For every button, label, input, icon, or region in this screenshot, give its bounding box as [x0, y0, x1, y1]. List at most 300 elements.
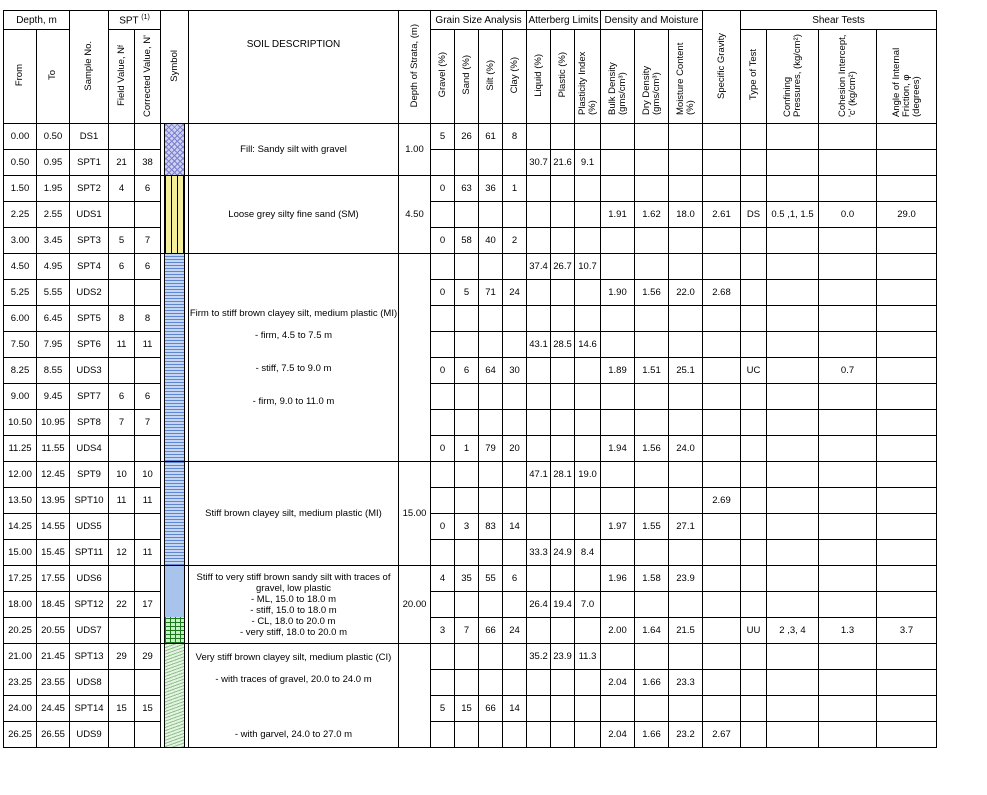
to-cell: 1.95 [37, 176, 70, 202]
plastic-header: Plastic (%) [551, 30, 575, 124]
sand-cell [455, 384, 479, 410]
test-type-cell [741, 540, 767, 566]
cohesion-cell [819, 722, 877, 748]
soil-description [189, 124, 399, 176]
plastic-limit-cell: 23.9 [551, 644, 575, 670]
cohesion-cell [819, 488, 877, 514]
sand-cell [455, 722, 479, 748]
plasticity-index-cell: 14.6 [575, 332, 601, 358]
test-type-cell [741, 280, 767, 306]
dry-density-cell: 1.62 [635, 202, 669, 228]
to-cell: 11.55 [37, 436, 70, 462]
field-value-cell: 7 [109, 410, 135, 436]
soil-symbol [161, 176, 189, 254]
from-cell: 6.00 [4, 306, 37, 332]
sample-no-cell: SPT3 [70, 228, 109, 254]
liquid-limit-cell [527, 566, 551, 592]
moisture-content-cell [669, 150, 703, 176]
symbol-sand-pattern [164, 176, 185, 253]
specific-gravity-cell [703, 384, 741, 410]
plastic-limit-cell: 21.6 [551, 150, 575, 176]
corrected-value-cell: 15 [135, 696, 161, 722]
dry-density-cell: 1.66 [635, 722, 669, 748]
plastic-limit-cell [551, 566, 575, 592]
table-row [4, 176, 937, 202]
test-type-cell [741, 254, 767, 280]
from-cell: 10.50 [4, 410, 37, 436]
strata-depth: 15.00 [399, 462, 431, 566]
cohesion-cell [819, 540, 877, 566]
plastic-limit-cell [551, 436, 575, 462]
specific-gravity-cell [703, 436, 741, 462]
bulk-density-cell [601, 124, 635, 150]
clay-cell [503, 332, 527, 358]
table-row [4, 280, 937, 306]
plastic-limit-cell [551, 228, 575, 254]
corrected-value-cell [135, 566, 161, 592]
liquid-limit-cell [527, 202, 551, 228]
field-value-cell [109, 618, 135, 644]
dry-density-cell [635, 488, 669, 514]
moisture-content-cell [669, 696, 703, 722]
friction-angle-cell [877, 670, 937, 696]
plastic-limit-cell [551, 176, 575, 202]
bulk-density-cell: 2.04 [601, 670, 635, 696]
field-value-cell: 29 [109, 644, 135, 670]
friction-angle-cell [877, 384, 937, 410]
gravel-cell: 5 [431, 124, 455, 150]
corrected-value-cell: 29 [135, 644, 161, 670]
from-cell: 7.50 [4, 332, 37, 358]
field-value-cell: 12 [109, 540, 135, 566]
confining-pressure-cell [767, 722, 819, 748]
table-row [4, 696, 937, 722]
confining-pressure-cell [767, 488, 819, 514]
specific-gravity-cell [703, 124, 741, 150]
dry-density-cell [635, 384, 669, 410]
moisture-content-header: Moisture Content (%) [669, 30, 703, 124]
cohesion-cell [819, 150, 877, 176]
grain-size-group-header: Grain Size Analysis [431, 11, 527, 30]
friction-angle-cell [877, 540, 937, 566]
symbol-silt-pattern [164, 462, 185, 565]
from-cell: 14.25 [4, 514, 37, 540]
to-cell: 2.55 [37, 202, 70, 228]
bulk-density-cell: 1.91 [601, 202, 635, 228]
confining-pressure-cell [767, 670, 819, 696]
to-cell: 24.45 [37, 696, 70, 722]
table-row [4, 228, 937, 254]
silt-cell: 79 [479, 436, 503, 462]
silt-cell: 83 [479, 514, 503, 540]
test-type-cell [741, 410, 767, 436]
dry-density-cell: 1.56 [635, 436, 669, 462]
dry-density-cell [635, 306, 669, 332]
clay-cell [503, 306, 527, 332]
table-row [4, 124, 937, 150]
friction-angle-cell [877, 124, 937, 150]
from-cell: 17.25 [4, 566, 37, 592]
confining-pressure-header: Confining Pressures, (kg/cm²) [767, 30, 819, 124]
to-cell: 5.55 [37, 280, 70, 306]
cohesion-cell [819, 124, 877, 150]
strata-depth [399, 644, 431, 748]
moisture-content-cell [669, 228, 703, 254]
sand-cell [455, 462, 479, 488]
plasticity-index-cell [575, 566, 601, 592]
gravel-cell: 5 [431, 696, 455, 722]
confining-pressure-cell [767, 566, 819, 592]
dry-density-cell [635, 462, 669, 488]
plastic-limit-cell: 24.9 [551, 540, 575, 566]
sand-cell [455, 150, 479, 176]
bulk-density-cell [601, 462, 635, 488]
moisture-content-cell: 21.5 [669, 618, 703, 644]
clay-cell: 1 [503, 176, 527, 202]
clay-cell: 6 [503, 566, 527, 592]
specific-gravity-cell [703, 410, 741, 436]
specific-gravity-cell: 2.69 [703, 488, 741, 514]
sample-no-cell: SPT4 [70, 254, 109, 280]
clay-cell [503, 384, 527, 410]
field-value-cell [109, 358, 135, 384]
confining-pressure-cell [767, 592, 819, 618]
corrected-value-cell: 11 [135, 540, 161, 566]
friction-angle-cell [877, 696, 937, 722]
to-cell: 14.55 [37, 514, 70, 540]
specific-gravity-cell: 2.67 [703, 722, 741, 748]
dry-density-cell [635, 696, 669, 722]
friction-angle-cell: 29.0 [877, 202, 937, 228]
cohesion-cell [819, 670, 877, 696]
clay-cell: 30 [503, 358, 527, 384]
from-cell: 3.00 [4, 228, 37, 254]
soil-description-text: Fill: Sandy silt with gravel [240, 144, 347, 155]
dry-density-header: Dry Density (gms/cm³) [635, 30, 669, 124]
soil-description [189, 176, 399, 254]
dry-density-cell [635, 540, 669, 566]
confining-pressure-cell [767, 514, 819, 540]
liquid-limit-cell [527, 358, 551, 384]
cohesion-cell: 1.3 [819, 618, 877, 644]
specific-gravity-cell [703, 540, 741, 566]
table-row [4, 540, 937, 566]
gravel-cell [431, 332, 455, 358]
test-type-cell: DS [741, 202, 767, 228]
cohesion-cell [819, 176, 877, 202]
specific-gravity-cell [703, 514, 741, 540]
depth-group-header: Depth, m [4, 11, 70, 30]
moisture-content-cell: 23.9 [669, 566, 703, 592]
bulk-density-cell: 1.96 [601, 566, 635, 592]
clay-cell [503, 670, 527, 696]
sand-cell: 35 [455, 566, 479, 592]
sample-no-cell: SPT10 [70, 488, 109, 514]
bulk-density-header: Bulk Density (gms/cm³) [601, 30, 635, 124]
clay-cell [503, 462, 527, 488]
plastic-limit-cell: 28.5 [551, 332, 575, 358]
moisture-content-cell [669, 124, 703, 150]
field-value-header: Field Value, Nf [109, 30, 135, 124]
cohesion-cell [819, 436, 877, 462]
from-cell: 26.25 [4, 722, 37, 748]
gravel-cell: 3 [431, 618, 455, 644]
field-value-cell: 22 [109, 592, 135, 618]
to-cell: 8.55 [37, 358, 70, 384]
bulk-density-cell: 1.89 [601, 358, 635, 384]
plasticity-index-cell [575, 722, 601, 748]
clay-cell [503, 644, 527, 670]
silt-cell [479, 202, 503, 228]
strata-depth: 1.00 [399, 124, 431, 176]
table-row [4, 358, 937, 384]
soil-description-header: SOIL DESCRIPTION [189, 11, 399, 124]
test-type-cell [741, 176, 767, 202]
liquid-limit-cell: 26.4 [527, 592, 551, 618]
gravel-cell [431, 488, 455, 514]
gravel-cell [431, 306, 455, 332]
table-row [4, 410, 937, 436]
liquid-limit-cell [527, 722, 551, 748]
symbol-solid-pattern [164, 566, 185, 617]
soil-description-text: Stiff to very stiff brown sandy silt with traces of gravel, low plastic - ML, 15.0 to 18.0 m - stiff, 15.0 to 18.0 m - CL, 18.0 to 20.0 m - very stiff, 18.0 to 20.0 m [196, 571, 391, 638]
liquid-limit-cell [527, 176, 551, 202]
friction-angle-cell [877, 254, 937, 280]
to-cell: 26.55 [37, 722, 70, 748]
sand-cell [455, 202, 479, 228]
specific-gravity-cell [703, 670, 741, 696]
soil-description-text: Stiff brown clayey silt, medium plastic (MI) [205, 508, 382, 519]
soil-description-text: Very stiff brown clayey silt, medium plastic (CI) - with traces of gravel, 20.0 to 24.0 m - with garvel, 24.0 to 27.0 m [195, 651, 392, 740]
cohesion-cell [819, 332, 877, 358]
from-cell: 21.00 [4, 644, 37, 670]
plastic-limit-cell: 26.7 [551, 254, 575, 280]
clay-cell [503, 488, 527, 514]
table-row [4, 462, 937, 488]
silt-cell [479, 462, 503, 488]
table-row [4, 618, 937, 644]
to-cell: 17.55 [37, 566, 70, 592]
moisture-content-cell [669, 254, 703, 280]
clay-cell [503, 202, 527, 228]
friction-angle-cell [877, 306, 937, 332]
corrected-value-cell: 7 [135, 410, 161, 436]
test-type-cell [741, 566, 767, 592]
sand-cell: 58 [455, 228, 479, 254]
clay-cell: 2 [503, 228, 527, 254]
sample-no-cell: UDS2 [70, 280, 109, 306]
to-cell: 10.95 [37, 410, 70, 436]
plastic-limit-cell [551, 514, 575, 540]
specific-gravity-cell [703, 176, 741, 202]
corrected-value-cell: 6 [135, 176, 161, 202]
cohesion-cell [819, 280, 877, 306]
sample-no-cell: SPT5 [70, 306, 109, 332]
cohesion-cell [819, 566, 877, 592]
field-value-cell: 15 [109, 696, 135, 722]
clay-cell [503, 540, 527, 566]
bulk-density-cell [601, 696, 635, 722]
gravel-cell: 0 [431, 176, 455, 202]
plasticity-index-cell [575, 618, 601, 644]
moisture-content-cell [669, 592, 703, 618]
gravel-cell [431, 722, 455, 748]
specific-gravity-header: Specific Gravity [703, 11, 741, 124]
type-of-test-header: Type of Test [741, 30, 767, 124]
sample-no-cell: SPT1 [70, 150, 109, 176]
silt-cell: 66 [479, 618, 503, 644]
silt-cell: 55 [479, 566, 503, 592]
silt-cell: 64 [479, 358, 503, 384]
sample-no-cell: SPT2 [70, 176, 109, 202]
to-cell: 9.45 [37, 384, 70, 410]
friction-angle-cell [877, 644, 937, 670]
friction-angle-cell [877, 436, 937, 462]
from-header: From [4, 30, 37, 124]
dry-density-cell [635, 332, 669, 358]
silt-cell [479, 254, 503, 280]
from-cell: 24.00 [4, 696, 37, 722]
test-type-cell [741, 514, 767, 540]
clay-cell: 24 [503, 618, 527, 644]
from-cell: 0.50 [4, 150, 37, 176]
sample-no-cell: UDS5 [70, 514, 109, 540]
bulk-density-cell [601, 254, 635, 280]
sample-no-cell: UDS1 [70, 202, 109, 228]
to-cell: 21.45 [37, 644, 70, 670]
field-value-cell: 10 [109, 462, 135, 488]
sample-no-cell: SPT8 [70, 410, 109, 436]
corrected-value-cell: 10 [135, 462, 161, 488]
moisture-content-cell [669, 176, 703, 202]
silt-cell [479, 722, 503, 748]
table-row [4, 202, 937, 228]
moisture-content-cell: 25.1 [669, 358, 703, 384]
from-cell: 5.25 [4, 280, 37, 306]
bulk-density-cell [601, 332, 635, 358]
plastic-limit-cell [551, 670, 575, 696]
dry-density-cell [635, 228, 669, 254]
sand-cell [455, 592, 479, 618]
plastic-limit-cell [551, 202, 575, 228]
confining-pressure-cell [767, 696, 819, 722]
confining-pressure-cell [767, 124, 819, 150]
gravel-cell [431, 540, 455, 566]
sample-no-cell: UDS6 [70, 566, 109, 592]
plasticity-index-cell [575, 436, 601, 462]
confining-pressure-cell [767, 176, 819, 202]
bulk-density-cell: 1.94 [601, 436, 635, 462]
bulk-density-cell [601, 488, 635, 514]
borehole-log-sheet [3, 10, 937, 748]
liquid-limit-cell [527, 514, 551, 540]
dry-density-cell: 1.51 [635, 358, 669, 384]
soil-symbol [161, 254, 189, 462]
corrected-value-cell [135, 722, 161, 748]
liquid-limit-cell [527, 228, 551, 254]
depth-of-strata-header: Depth of Strata, (m) [399, 11, 431, 124]
corrected-value-cell: 6 [135, 254, 161, 280]
to-cell: 4.95 [37, 254, 70, 280]
liquid-limit-cell [527, 410, 551, 436]
cohesion-cell [819, 410, 877, 436]
confining-pressure-cell [767, 228, 819, 254]
plasticity-index-cell [575, 202, 601, 228]
to-cell: 12.45 [37, 462, 70, 488]
sand-cell: 6 [455, 358, 479, 384]
strata-depth [399, 254, 431, 462]
dry-density-cell: 1.66 [635, 670, 669, 696]
plasticity-index-cell [575, 124, 601, 150]
test-type-cell [741, 462, 767, 488]
from-cell: 18.00 [4, 592, 37, 618]
liquid-limit-cell [527, 670, 551, 696]
soil-description-text: Loose grey silty fine sand (SM) [228, 209, 359, 220]
silt-cell [479, 410, 503, 436]
strata-depth: 20.00 [399, 566, 431, 644]
confining-pressure-cell [767, 150, 819, 176]
friction-angle-cell [877, 280, 937, 306]
field-value-cell [109, 280, 135, 306]
from-cell: 2.25 [4, 202, 37, 228]
dry-density-cell [635, 150, 669, 176]
silt-cell: 40 [479, 228, 503, 254]
moisture-content-cell [669, 384, 703, 410]
soil-symbol [161, 566, 189, 644]
gravel-cell: 0 [431, 358, 455, 384]
table-row [4, 514, 937, 540]
friction-angle-cell [877, 566, 937, 592]
gravel-cell: 0 [431, 228, 455, 254]
table-row [4, 488, 937, 514]
moisture-content-cell [669, 332, 703, 358]
dry-density-cell [635, 254, 669, 280]
confining-pressure-cell [767, 384, 819, 410]
soil-description-text: Firm to stiff brown clayey silt, medium plastic (MI) - firm, 4.5 to 7.5 m - stiff, 7.5 to 9.0 m - firm, 9.0 to 11.0 m [189, 308, 398, 407]
liquid-limit-cell: 35.2 [527, 644, 551, 670]
from-cell: 9.00 [4, 384, 37, 410]
cohesion-cell [819, 644, 877, 670]
sand-cell [455, 540, 479, 566]
cohesion-cell [819, 462, 877, 488]
field-value-cell: 4 [109, 176, 135, 202]
table-row [4, 150, 937, 176]
field-value-cell [109, 670, 135, 696]
sample-no-cell: SPT12 [70, 592, 109, 618]
sand-cell [455, 410, 479, 436]
dry-density-cell: 1.64 [635, 618, 669, 644]
confining-pressure-cell: 2 ,3, 4 [767, 618, 819, 644]
test-type-cell [741, 124, 767, 150]
confining-pressure-cell: 0.5 ,1, 1.5 [767, 202, 819, 228]
cohesion-cell: 0.7 [819, 358, 877, 384]
to-cell: 23.55 [37, 670, 70, 696]
symbol-header: Symbol [161, 11, 189, 124]
corrected-value-cell: 8 [135, 306, 161, 332]
sand-cell [455, 332, 479, 358]
shear-tests-group-header: Shear Tests [741, 11, 937, 30]
soil-description [189, 462, 399, 566]
friction-angle-cell [877, 228, 937, 254]
sand-cell: 15 [455, 696, 479, 722]
specific-gravity-cell [703, 228, 741, 254]
liquid-limit-cell [527, 384, 551, 410]
confining-pressure-cell [767, 462, 819, 488]
plasticity-index-cell [575, 514, 601, 540]
test-type-cell: UC [741, 358, 767, 384]
cohesion-cell [819, 696, 877, 722]
plastic-limit-cell: 19.4 [551, 592, 575, 618]
